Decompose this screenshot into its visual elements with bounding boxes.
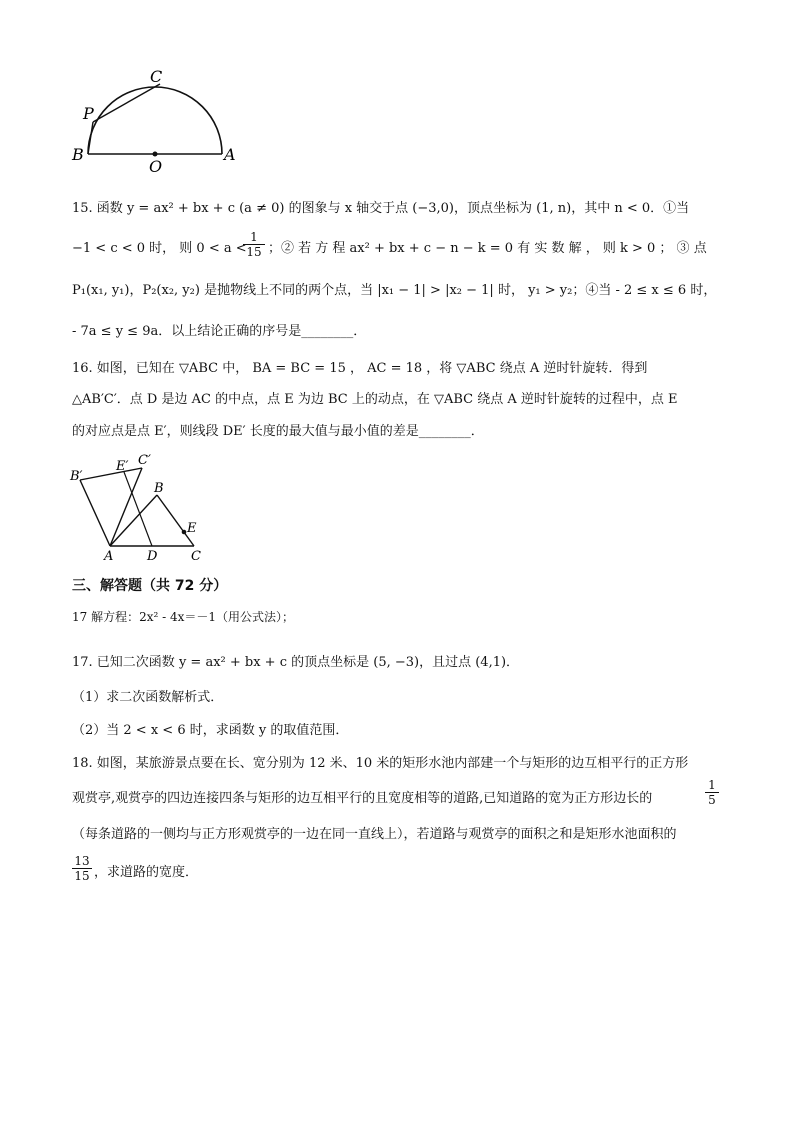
label-B: B	[154, 481, 164, 496]
q15-fraction	[243, 230, 265, 259]
q15-line1: 15. 函数 y = ax² + bx + c (a ≠ 0) 的图象与 x 轴交于点 (−3,0)，顶点坐标为 (1, n)，其中 n < 0．①当	[72, 201, 690, 216]
q18-line3: （每条道路的一侧均与正方形观赏亭的一边在同一直线上），若道路与观赏亭的面积之和是矩形水池面积的	[72, 827, 677, 842]
q17a-text: 17 解方程：2x² - 4x＝－1（用公式法）；	[72, 610, 295, 624]
q18-fraction-a	[705, 778, 719, 807]
q16-line2: △AB′C′．点 D 是边 AC 的中点，点 E 为边 BC 上的动点，在 ▽ABC 绕点 A 逆时针旋转的过程中，点 E	[72, 392, 678, 407]
label-E: E	[187, 521, 197, 536]
label-P: P	[83, 104, 94, 123]
q18-frac-b-num: 13	[74, 854, 90, 868]
q18-frac-a-den: 5	[705, 792, 719, 807]
q15-line3: P₁(x₁, y₁)，P₂(x₂, y₂) 是抛物线上不同的两个点，当 |x₁ − 1| > |x₂ − 1| 时， y₁ > y₂；④当 - 2 ≤ x ≤ 6 时，	[72, 283, 717, 298]
segment-AB	[110, 495, 157, 546]
chord-PC	[93, 84, 160, 122]
q15-line2a: −1 < c < 0 时， 则 0 < a <	[72, 241, 247, 256]
q15-line2b: ；② 若 方 程 ax² + bx + c − n − k = 0 有 实 数 解 ， 则 k > 0 ； ③ 点	[268, 241, 707, 256]
chord-PB	[88, 122, 93, 154]
label-A: A	[224, 145, 236, 164]
center-point-O	[153, 152, 158, 157]
rotation-figure	[66, 452, 216, 564]
q16-line3: 的对应点是点 E′，则线段 DE′ 长度的最大值与最小值的差是________．	[72, 424, 484, 439]
q17b-line1: 17. 已知二次函数 y = ax² + bx + c 的顶点坐标是 (5, −3)，且过点 (4,1)．	[72, 655, 520, 670]
label-O: O	[149, 157, 163, 174]
label-D: D	[147, 549, 158, 564]
label-C: C	[191, 549, 201, 564]
section3-heading: 三、解答题（共 72 分）	[72, 578, 228, 594]
q18-fraction-b	[72, 854, 92, 883]
label-C1: C′	[138, 453, 151, 468]
label-B1: B′	[70, 469, 83, 484]
q16-line1: 16. 如图，已知在 ▽ABC 中， BA = BC = 15 ， AC = 18 ，将 ▽ABC 绕点 A 逆时针旋转．得到	[72, 361, 648, 376]
q15-line4: - 7a ≤ y ≤ 9a．以上结论正确的序号是________．	[72, 324, 367, 339]
q15-frac-den: 15	[243, 244, 265, 259]
q18-frac-a-num: 1	[708, 778, 716, 792]
label-C: C	[150, 67, 163, 86]
semicircle-figure	[66, 64, 246, 174]
label-B: B	[72, 145, 84, 164]
q17b-part1: （1）求二次函数解析式．	[72, 690, 224, 705]
segment-B1C1	[80, 468, 142, 480]
point-E	[182, 530, 187, 535]
label-A: A	[104, 549, 114, 564]
label-E1: E′	[116, 459, 129, 474]
q15-frac-num: 1	[250, 230, 258, 244]
q18-frac-b-den: 15	[72, 868, 92, 883]
segment-AB1	[80, 480, 110, 546]
q18-line2: 观赏亭,观赏亭的四边连接四条与矩形的边互相平行的且宽度相等的道路,已知道路的宽为正方形边长的	[72, 791, 653, 806]
semicircle-arc	[88, 87, 222, 154]
segment-DE1	[124, 472, 152, 546]
q18-line1: 18. 如图，某旅游景点要在长、宽分别为 12 米、10 米的矩形水池内部建一个与矩形的边互相平行的正方形	[72, 756, 689, 771]
q17b-part2: （2）当 2 < x < 6 时，求函数 y 的取值范围．	[72, 723, 349, 738]
q18-line4: ，求道路的宽度．	[94, 865, 199, 880]
